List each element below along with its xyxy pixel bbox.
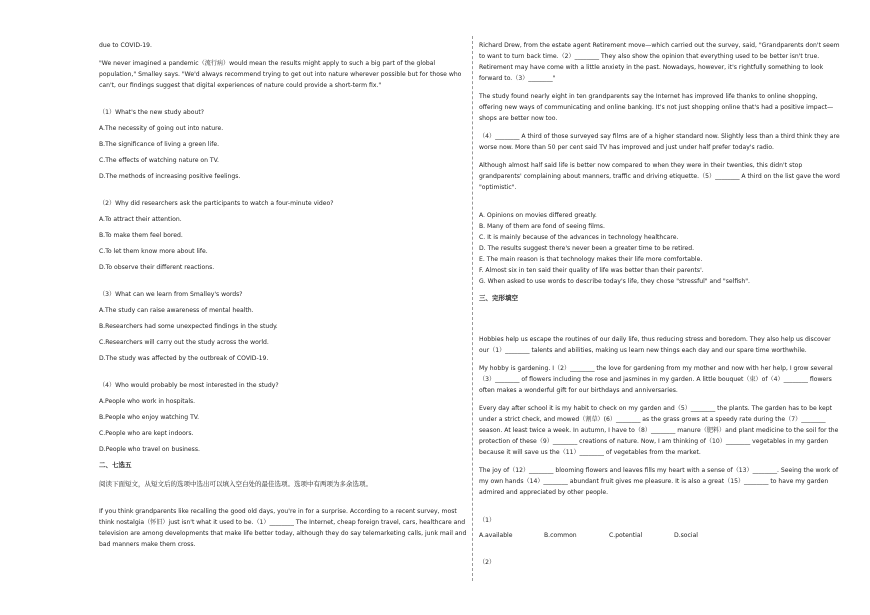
question-2: [99, 198, 469, 273]
question-text: （2）Why did researchers ask the participants to watch a four-minute video?: [99, 200, 334, 207]
passage-paragraph: （4）________ A third of those surveyed say films are of a higher standard now. Slightly less than a third think they are worse now. More than 50 per cent said TV has improved and just under half prefer today's radio.: [479, 133, 840, 151]
option-a[interactable]: A.The necessity of going out into nature.: [99, 125, 224, 132]
option-c[interactable]: C.potential: [609, 532, 643, 539]
section-instruction: 阅读下面短文，从短文后的选项中选出可以填入空白处的最佳选项。选项中有两项为多余选项。: [99, 480, 372, 488]
option-d[interactable]: D.The study was affected by the outbreak of COVID-19.: [99, 355, 269, 362]
cloze-paragraph: My hobby is gardening. I（2）________ the love for gardening from my mother and now with her help, I grow several（3）________ of flowers including the rose and jasmines in my garden. A little bouquet（束）of（4）________ flowers often makes a wonderful gift for our birthdays and anniversaries.: [479, 365, 833, 394]
choice-item[interactable]: D. The results suggest there's never been a greater time to be retired.: [479, 245, 695, 252]
right-column: [479, 40, 841, 568]
question-text: （4）Who would probably be most interested in the study?: [99, 382, 279, 389]
passage-paragraph: The study found nearly eight in ten grandparents say the Internet has improved life thanks to online shopping, offering new ways of communicating and online banking. It's not just shopping online that's had a positive impact—shops are better now too.: [479, 93, 834, 122]
passage-paragraph: If you think grandparents like recalling the good old days, you're in for a surprise. According to a recent survey, most think nostalgia（怀旧）just isn't what it used to be.（1）________ The Internet, cheap foreign travel, cars, healthcare and television are among developments that make life better today, although they do say telemarketing calls, junk mail and bad manners make them cross.: [99, 508, 467, 548]
option-b[interactable]: B.People who enjoy watching TV.: [99, 414, 200, 421]
option-b[interactable]: B.To make them feel bored.: [99, 232, 183, 239]
intro-line: due to COVID-19.: [99, 42, 152, 49]
left-column: [99, 40, 469, 557]
cloze-paragraph: The joy of（12）________ blooming flowers and leaves fills my heart with a sense of（13）________. Seeing the work of my own hands（14）________ abundant fruit gives me pleasure. It is also a great（15）________ to have my garden admired and appreciated by other people.: [479, 467, 839, 496]
cloze-question-label: （1）: [479, 517, 496, 524]
option-a[interactable]: A.available: [479, 532, 513, 539]
section-title: 二、七选五: [99, 461, 132, 469]
choice-item[interactable]: B. Many of them are fond of seeing films.: [479, 223, 605, 230]
cloze-paragraph: Hobbies help us escape the routines of our daily life, thus reducing stress and boredom. They also help us discover our（1）________ talents and abilities, making us learn new things each day and our spare time worthwhile.: [479, 336, 831, 354]
cloze-paragraph: Every day after school it is my habit to check on my garden and（5）________ the plants. The garden has to be kept under a strict check, and mowed（割草）(6）________ as the grass grows at a speedy rate during the（7）________ season. At least twice a week. In autumn, I have to（8）________ manure（肥料）and plant medicine to the soil for the protection of these（9）________ creations of nature. Now, I am thinking of（10）________ vegetables in my garden because it will save us the（11）________ of vegetables from the market.: [479, 405, 839, 456]
option-c[interactable]: C.People who are kept indoors.: [99, 430, 194, 437]
option-d[interactable]: D.The methods of increasing positive feelings.: [99, 173, 241, 180]
option-b[interactable]: B.common: [544, 532, 577, 539]
question-1: [99, 107, 469, 182]
question-text: （1）What's the new study about?: [99, 109, 204, 116]
option-d[interactable]: D.social: [674, 532, 699, 539]
option-b[interactable]: B.The significance of living a green life.: [99, 141, 220, 148]
section-title: 三、完形填空: [479, 294, 518, 302]
option-c[interactable]: C.The effects of watching nature on TV.: [99, 157, 219, 164]
column-divider: [472, 36, 473, 581]
choice-item[interactable]: G. When asked to use words to describe today's life, they chose "stressful" and "selfish".: [479, 278, 750, 285]
choice-item[interactable]: A. Opinions on movies differed greatly.: [479, 212, 597, 219]
option-a[interactable]: A.To attract their attention.: [99, 216, 182, 223]
choice-item[interactable]: E. The main reason is that technology makes their life more comfortable.: [479, 256, 703, 263]
quote-paragraph: "We never imagined a pandemic（流行病）would mean the results might apply to such a big part of the global population," Smalley says. "We'd always recommend trying to get out into nature wherever possible but for those who can't, our findings suggest that digital experiences of nature could provide a short-term fix.": [99, 60, 462, 89]
choice-item[interactable]: C. It is mainly because of the advances in technology healthcare.: [479, 234, 679, 241]
question-3: [99, 289, 469, 364]
option-d[interactable]: D.To observe their different reactions.: [99, 264, 215, 271]
cloze-question-options: [479, 530, 841, 541]
cloze-question-label: （2）: [479, 559, 496, 566]
choice-item[interactable]: F. Almost six in ten said their quality of life was better than their parents'.: [479, 267, 704, 274]
option-a[interactable]: A.People who work in hospitals.: [99, 398, 196, 405]
choice-list: [479, 210, 841, 287]
option-c[interactable]: C.Researchers will carry out the study across the world.: [99, 339, 269, 346]
passage-paragraph: Although almost half said life is better now compared to when they were in their twenties, this didn't stop grandparents' complaining about manners, traffic and driving etiquette.（5）________ A third on the list gave the word "optimistic".: [479, 162, 840, 191]
option-b[interactable]: B.Researchers had some unexpected findings in the study.: [99, 323, 278, 330]
option-a[interactable]: A.The study can raise awareness of mental health.: [99, 307, 254, 314]
question-4: [99, 380, 469, 455]
passage-paragraph: Richard Drew, from the estate agent Retirement move—which carried out the survey, said, "Grandparents don't seem to want to turn back time.（2）________ They also show the opinion that everything used to be better isn't true. Retirement may have come with a little anxiety in the past. Nowadays, however, it's rightfully something to look forward to.（3）________": [479, 42, 840, 82]
question-text: （3）What can we learn from Smalley's words?: [99, 291, 243, 298]
option-c[interactable]: C.To let them know more about life.: [99, 248, 208, 255]
option-d[interactable]: D.People who travel on business.: [99, 446, 200, 453]
